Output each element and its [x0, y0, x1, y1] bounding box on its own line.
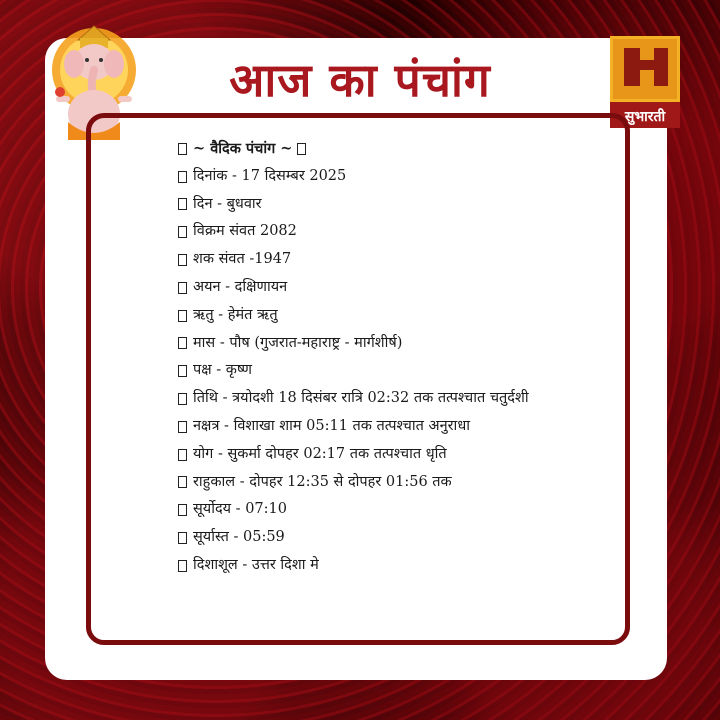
missing-glyph-icon: [178, 337, 187, 349]
page-title: आज का पंचांग: [229, 53, 491, 107]
missing-glyph-icon: [178, 449, 187, 461]
missing-glyph-icon: [178, 254, 187, 266]
missing-glyph-icon: [297, 143, 306, 155]
missing-glyph-icon: [178, 365, 187, 377]
list-item: [178, 163, 618, 191]
list-item-text: तिथि - त्रयोदशी 18 दिसंबर रात्रि 02:32 तक तत्पश्चात चतुर्दशी: [193, 390, 529, 407]
list-item: [178, 552, 618, 580]
list-item: [178, 413, 618, 441]
list-item-text: मास - पौष (गुजरात-महाराष्ट्र - मार्गशीर्ष): [193, 334, 403, 351]
missing-glyph-icon: [178, 476, 187, 488]
missing-glyph-icon: [178, 226, 187, 238]
missing-glyph-icon: [178, 171, 187, 183]
list-item-text: योग - सुकर्मा दोपहर 02:17 तक तत्पश्चात धृति: [193, 445, 447, 462]
missing-glyph-icon: [178, 198, 187, 210]
list-item: [178, 330, 618, 358]
missing-glyph-icon: [178, 282, 187, 294]
list-item: [178, 274, 618, 302]
missing-glyph-icon: [178, 560, 187, 572]
list-item: [178, 385, 618, 413]
list-item-text: सूर्यास्त - 05:59: [193, 529, 285, 546]
list-item: [178, 496, 618, 524]
missing-glyph-icon: [178, 393, 187, 405]
list-item-text: दिन - बुधवार: [193, 195, 262, 212]
list-item-text: विक्रम संवत 2082: [193, 223, 297, 240]
missing-glyph-icon: [178, 532, 187, 544]
list-item: [178, 469, 618, 497]
list-item: [178, 524, 618, 552]
list-item-text: दिनांक - 17 दिसम्बर 2025: [193, 167, 347, 184]
list-item-text: ऋतु - हेमंत ऋतु: [193, 306, 278, 323]
list-item-text: नक्षत्र - विशाखा शाम 05:11 तक तत्पश्चात अनुराधा: [193, 417, 470, 434]
list-item-text: शक संवत -1947: [193, 251, 292, 268]
logo-text: सुभारती: [624, 109, 666, 125]
list-item-text: अयन - दक्षिणायन: [193, 278, 288, 295]
list-item-text: राहुकाल - दोपहर 12:35 से दोपहर 01:56 तक: [193, 473, 452, 490]
panchang-heading: [178, 135, 618, 163]
missing-glyph-icon: [178, 421, 187, 433]
list-item: [178, 302, 618, 330]
list-item: [178, 357, 618, 385]
list-item: [178, 246, 618, 274]
missing-glyph-icon: [178, 143, 187, 155]
list-item-text: पक्ष - कृष्ण: [193, 362, 253, 379]
list-item-text: दिशाशूल - उत्तर दिशा मे: [193, 556, 319, 573]
heading-text: ~ वैदिक पंचांग ~: [193, 140, 293, 157]
list-item: [178, 218, 618, 246]
list-item-text: सूर्योदय - 07:10: [193, 501, 287, 518]
panchang-list: [178, 135, 618, 580]
missing-glyph-icon: [178, 310, 187, 322]
list-item: [178, 191, 618, 219]
list-item: [178, 441, 618, 469]
missing-glyph-icon: [178, 504, 187, 516]
